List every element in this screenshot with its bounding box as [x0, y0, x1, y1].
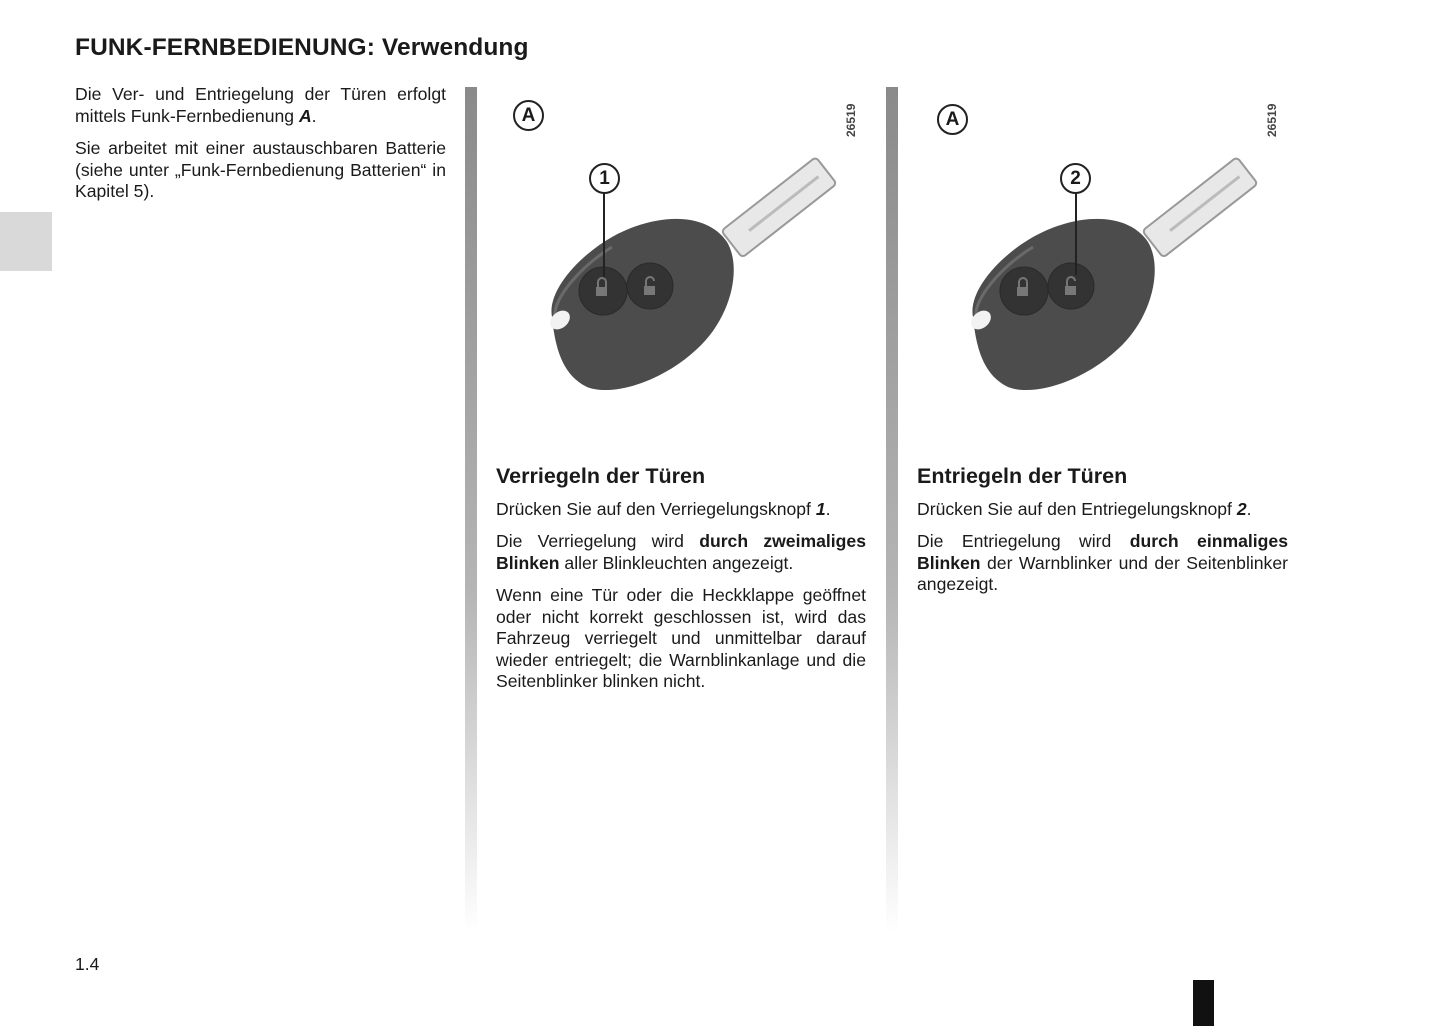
callout-1: 1 [589, 163, 620, 194]
unlock-paragraph-1: Drücken Sie auf den Entriegelungsknopf 2. [917, 498, 1252, 519]
figure-label-a: A [937, 104, 968, 135]
intro-paragraph-2: Sie arbeitet mit einer austauschbaren Batterie (siehe unter „Funk-Fernbedienung Batterien“ in Kapitel 5). [75, 138, 446, 201]
lock-paragraph-3: Wenn eine Tür oder die Heckklappe geöffnet oder nicht korrekt geschlossen ist, wird das Fahrzeug verriegelt und unmittelbar darauf wieder entriegelt; die Warnblinkanlage und die Seitenblinker blinken nicht. [496, 585, 866, 691]
page-title: FUNK-FERNBEDIENUNG: Verwendung [75, 34, 529, 61]
ref-2: 2 [1236, 498, 1247, 519]
unlock-paragraph-2: Die Entriegelung wird durch einmaliges Blinken der Warnblinker und der Seitenblinker angezeigt. [917, 531, 1288, 594]
intro-paragraph-1: Die Ver- und Entriegelung der Türen erfolgt mittels Funk-Fernbedienung A. [75, 84, 446, 126]
column-divider [465, 87, 477, 932]
key-fob-image [913, 87, 1293, 442]
key-fob-image [492, 87, 872, 442]
chapter-tab [0, 212, 52, 271]
figure-label-a: A [513, 100, 544, 131]
figure-code: 26519 [1265, 103, 1279, 137]
page-number: 1.4 [75, 954, 100, 974]
ref-1: 1 [815, 498, 826, 519]
lock-section [496, 466, 866, 704]
figure-unlock [913, 87, 1293, 442]
ref-a: A [298, 105, 312, 126]
section-title-lock: Verriegeln der Türen [496, 464, 706, 488]
intro-column [75, 84, 446, 214]
figure-code: 26519 [844, 103, 858, 137]
edge-marker [1193, 980, 1214, 1026]
section-title-unlock: Entriegeln der Türen [917, 464, 1128, 488]
unlock-section [917, 466, 1288, 607]
column-divider [886, 87, 898, 932]
lock-paragraph-2: Die Verriegelung wird durch zweimaliges Blinken aller Blinkleuchten angezeigt. [496, 531, 866, 573]
figure-lock [492, 87, 872, 442]
callout-2: 2 [1060, 163, 1091, 194]
lock-paragraph-1: Drücken Sie auf den Verriegelungsknopf 1. [496, 498, 831, 519]
